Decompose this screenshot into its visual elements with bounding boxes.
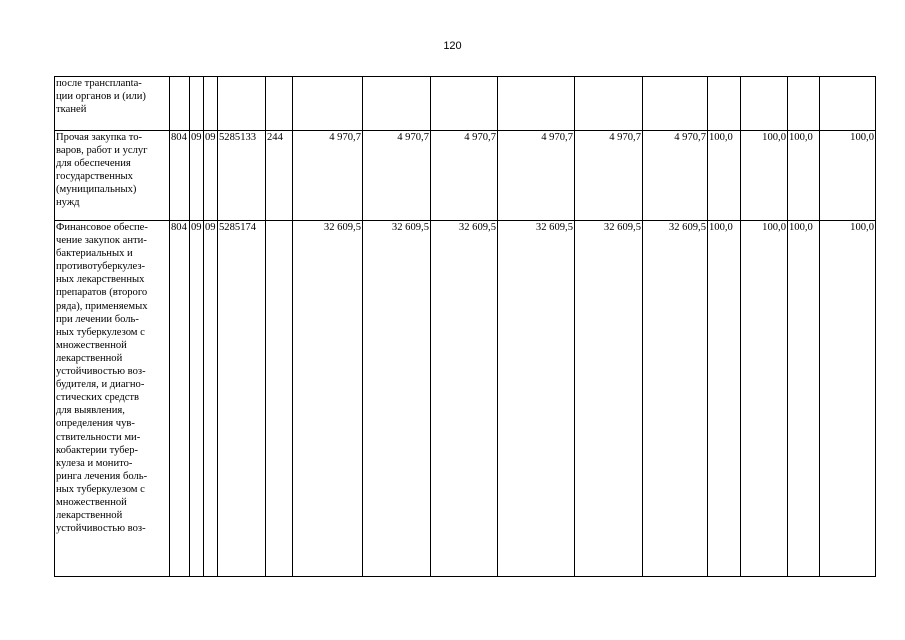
description-line: Прочая закупка то-: [56, 132, 143, 143]
amount-cell: 32 609,5: [575, 221, 643, 577]
table-row: [55, 221, 876, 577]
percent-cell: 100,0: [741, 131, 788, 221]
amount-cell: [643, 77, 708, 131]
description-line: для обеспечения: [56, 158, 131, 170]
subsection-code-cell: 09: [204, 221, 218, 577]
amount-cell: [431, 77, 498, 131]
expense-type-cell: [266, 221, 293, 577]
description-line: устойчивостью воз-: [56, 366, 146, 378]
subsection-code-cell: [204, 77, 218, 131]
section-code-cell: 09: [190, 131, 204, 221]
subsection-code-cell: 09: [204, 131, 218, 221]
percent-cell: 100,0: [788, 131, 820, 221]
amount-cell: 4 970,7: [363, 131, 431, 221]
percent-cell: [788, 77, 820, 131]
table-row: [55, 77, 876, 131]
description-line: стических средств: [56, 392, 140, 404]
description-line: чение закупок анти-: [56, 235, 147, 247]
description-line: кулеза и монито-: [56, 457, 133, 469]
amount-cell: 32 609,5: [431, 221, 498, 577]
amount-cell: 32 609,5: [363, 221, 431, 577]
description-line: (муниципальных): [56, 184, 137, 196]
description-line: варов, работ и услуг: [56, 145, 148, 157]
target-article-cell: 5285133: [218, 131, 266, 221]
description-line: препаратов (второго: [56, 287, 148, 299]
description-line: кобактерии тубер-: [56, 444, 139, 456]
percent-cell: [820, 77, 876, 131]
ministry-code-cell: 804: [170, 221, 190, 577]
description-line: Финансовое обеспе-: [56, 222, 148, 233]
amount-cell: 4 970,7: [431, 131, 498, 221]
description-line: нужд: [56, 197, 80, 209]
percent-cell: [708, 77, 741, 131]
description-line: множественной: [56, 496, 127, 508]
table-row: [55, 131, 876, 221]
description-line: ряда), применяемых: [56, 300, 148, 312]
description-line: ринга лечения боль-: [56, 470, 148, 482]
description-line: множественной: [56, 339, 127, 351]
amount-cell: [498, 77, 575, 131]
description-line: лекарственной: [56, 510, 123, 522]
description-line: бактериальных и: [56, 248, 133, 260]
page-number: 120: [443, 40, 462, 52]
description-line: ции органов и (или): [56, 91, 146, 103]
section-code-cell: 09: [190, 221, 204, 577]
description-line: для выявления,: [56, 405, 125, 417]
amount-cell: 4 970,7: [293, 131, 363, 221]
amount-cell: 4 970,7: [575, 131, 643, 221]
amount-cell: 32 609,5: [293, 221, 363, 577]
amount-cell: [363, 77, 431, 131]
percent-cell: 100,0: [788, 221, 820, 577]
description-line: ных туберкулезом с: [56, 326, 145, 338]
table-body: [55, 77, 876, 577]
expense-type-cell: [266, 77, 293, 131]
description-line: после трансплanta-: [56, 78, 142, 89]
amount-cell: 32 609,5: [498, 221, 575, 577]
amount-cell: 4 970,7: [498, 131, 575, 221]
amount-cell: 32 609,5: [643, 221, 708, 577]
description-line: при лечении боль-: [56, 313, 139, 325]
amount-cell: 4 970,7: [643, 131, 708, 221]
description-line: противотуберкулез-: [56, 261, 146, 273]
description-line: лекарственной: [56, 352, 123, 364]
expense-type-cell: 244: [266, 131, 293, 221]
description-line: тканей: [56, 104, 87, 116]
ministry-code-cell: 804: [170, 131, 190, 221]
description-line: ных лекарственных: [56, 274, 145, 286]
description-cell: [55, 131, 170, 221]
target-article-cell: 5285174: [218, 221, 266, 577]
ministry-code-cell: [170, 77, 190, 131]
description-line: устойчивостью воз-: [56, 523, 146, 535]
budget-table: [54, 76, 876, 577]
percent-cell: 100,0: [820, 221, 876, 577]
percent-cell: 100,0: [820, 131, 876, 221]
amount-cell: [575, 77, 643, 131]
description-line: государственных: [56, 171, 133, 183]
description-line: будителя, и диагно-: [56, 379, 145, 391]
percent-cell: 100,0: [708, 131, 741, 221]
description-line: ствительности ми-: [56, 431, 141, 443]
description-cell: [55, 221, 170, 577]
description-cell: [55, 77, 170, 131]
percent-cell: 100,0: [708, 221, 741, 577]
target-article-cell: [218, 77, 266, 131]
percent-cell: [741, 77, 788, 131]
percent-cell: 100,0: [741, 221, 788, 577]
description-line: определения чув-: [56, 418, 135, 430]
section-code-cell: [190, 77, 204, 131]
amount-cell: [293, 77, 363, 131]
description-line: ных туберкулезом с: [56, 483, 145, 495]
